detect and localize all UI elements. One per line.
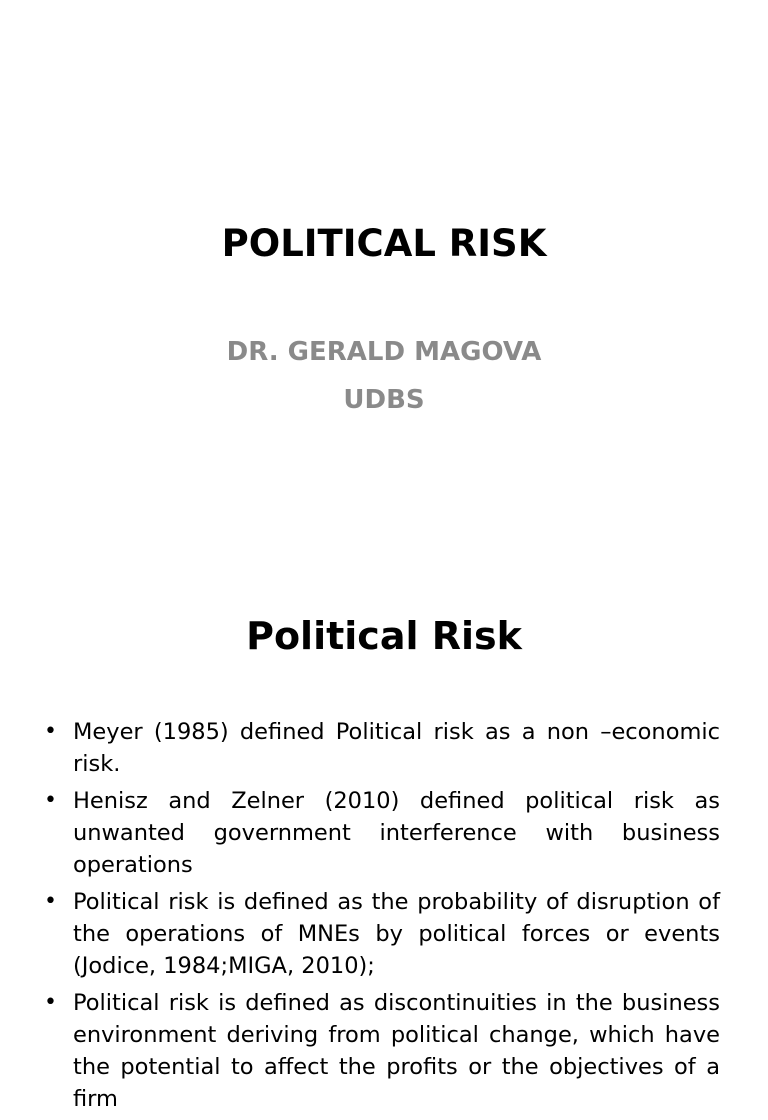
content-slide-title: Political Risk [246, 614, 522, 658]
content-slide [0, 576, 768, 1112]
bullet-icon: • [44, 719, 57, 744]
bullet-text: Political risk is defined as the probability of disruption of the operations of MNEs by political forces or events (Jodice, 1984;MIGA, 2010); [73, 889, 720, 979]
bullet-list [44, 716, 720, 1120]
institution-name: UDBS [343, 385, 425, 415]
bullet-text: Political risk is defined as discontinuities in the business environment deriving from political change, which have the potential to affect the profits or the objectives of a firm [73, 990, 720, 1112]
list-item [44, 716, 720, 780]
bullet-icon: • [44, 788, 57, 813]
bullet-icon: • [44, 889, 57, 914]
list-item [44, 785, 720, 881]
slide-title: POLITICAL RISK [221, 222, 547, 265]
author-name: DR. GERALD MAGOVA [226, 337, 542, 367]
bullet-icon: • [44, 990, 57, 1015]
bullet-text: Henisz and Zelner (2010) defined political risk as unwanted government interference with business operations [73, 788, 720, 878]
list-item [44, 886, 720, 982]
bullet-text: Meyer (1985) defined Political risk as a non –economic risk. [73, 719, 720, 777]
list-item [44, 987, 720, 1115]
